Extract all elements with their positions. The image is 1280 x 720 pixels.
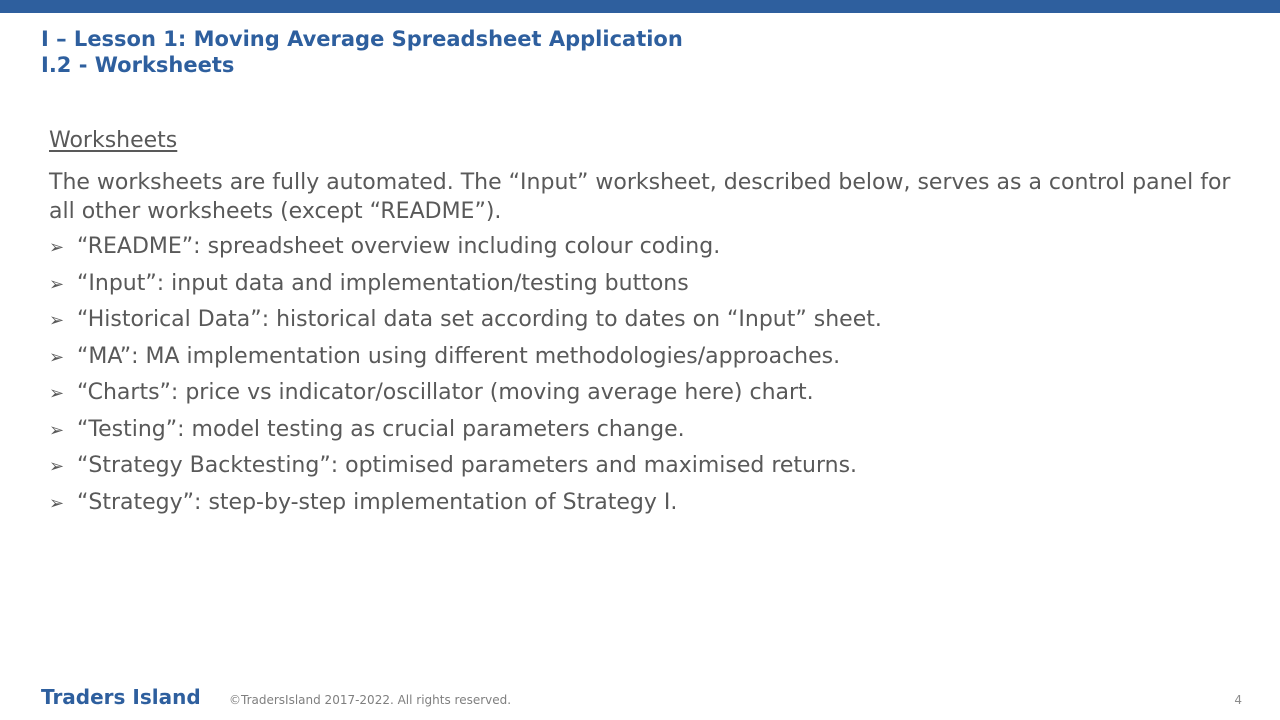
list-item bbox=[49, 415, 1249, 445]
intro-paragraph: The worksheets are fully automated. The “Input” worksheet, described below, serves as a control panel for all other worksheets (except “README”). bbox=[49, 170, 1231, 224]
arrow-bullet-icon: ➢ bbox=[49, 310, 65, 331]
list-item bbox=[49, 305, 1249, 335]
list-item-text: “Strategy”: step-by-step implementation of Strategy I. bbox=[77, 489, 678, 515]
page-number: 4 bbox=[1234, 693, 1242, 707]
list-item-text: “Testing”: model testing as crucial parameters change. bbox=[77, 416, 685, 442]
section-heading: Worksheets bbox=[49, 128, 178, 153]
arrow-bullet-icon: ➢ bbox=[49, 383, 65, 404]
slide-body bbox=[49, 126, 1249, 524]
list-item bbox=[49, 269, 1249, 299]
list-item bbox=[49, 342, 1249, 372]
arrow-bullet-icon: ➢ bbox=[49, 346, 65, 368]
top-accent-bar bbox=[0, 0, 1280, 13]
worksheet-list bbox=[49, 232, 1249, 518]
list-item-text: “Historical Data”: historical data set according to dates on “Input” sheet. bbox=[77, 307, 882, 332]
arrow-bullet-icon: ➢ bbox=[49, 456, 65, 477]
arrow-bullet-icon: ➢ bbox=[49, 237, 65, 258]
slide-header bbox=[41, 26, 683, 78]
footer-copyright: ©TradersIsland 2017-2022. All rights reserved. bbox=[229, 693, 512, 707]
slide-title: I – Lesson 1: Moving Average Spreadsheet Application bbox=[41, 27, 683, 51]
slide-subtitle: I.2 - Worksheets bbox=[41, 53, 235, 77]
list-item-text: “Strategy Backtesting”: optimised parameters and maximised returns. bbox=[77, 453, 858, 478]
list-item-text: “MA”: MA implementation using different methodologies/approaches. bbox=[77, 343, 841, 369]
arrow-bullet-icon: ➢ bbox=[49, 273, 65, 295]
list-item bbox=[49, 378, 1249, 408]
list-item bbox=[49, 488, 1249, 518]
list-item-text: “Charts”: price vs indicator/oscillator (moving average here) chart. bbox=[77, 380, 814, 405]
arrow-bullet-icon: ➢ bbox=[49, 492, 65, 514]
list-item bbox=[49, 451, 1249, 481]
list-item-text: “README”: spreadsheet overview including colour coding. bbox=[77, 234, 721, 259]
footer-brand-logo: Traders Island bbox=[41, 685, 201, 709]
list-item-text: “Input”: input data and implementation/testing buttons bbox=[77, 270, 689, 296]
list-item bbox=[49, 232, 1249, 262]
arrow-bullet-icon: ➢ bbox=[49, 419, 65, 441]
